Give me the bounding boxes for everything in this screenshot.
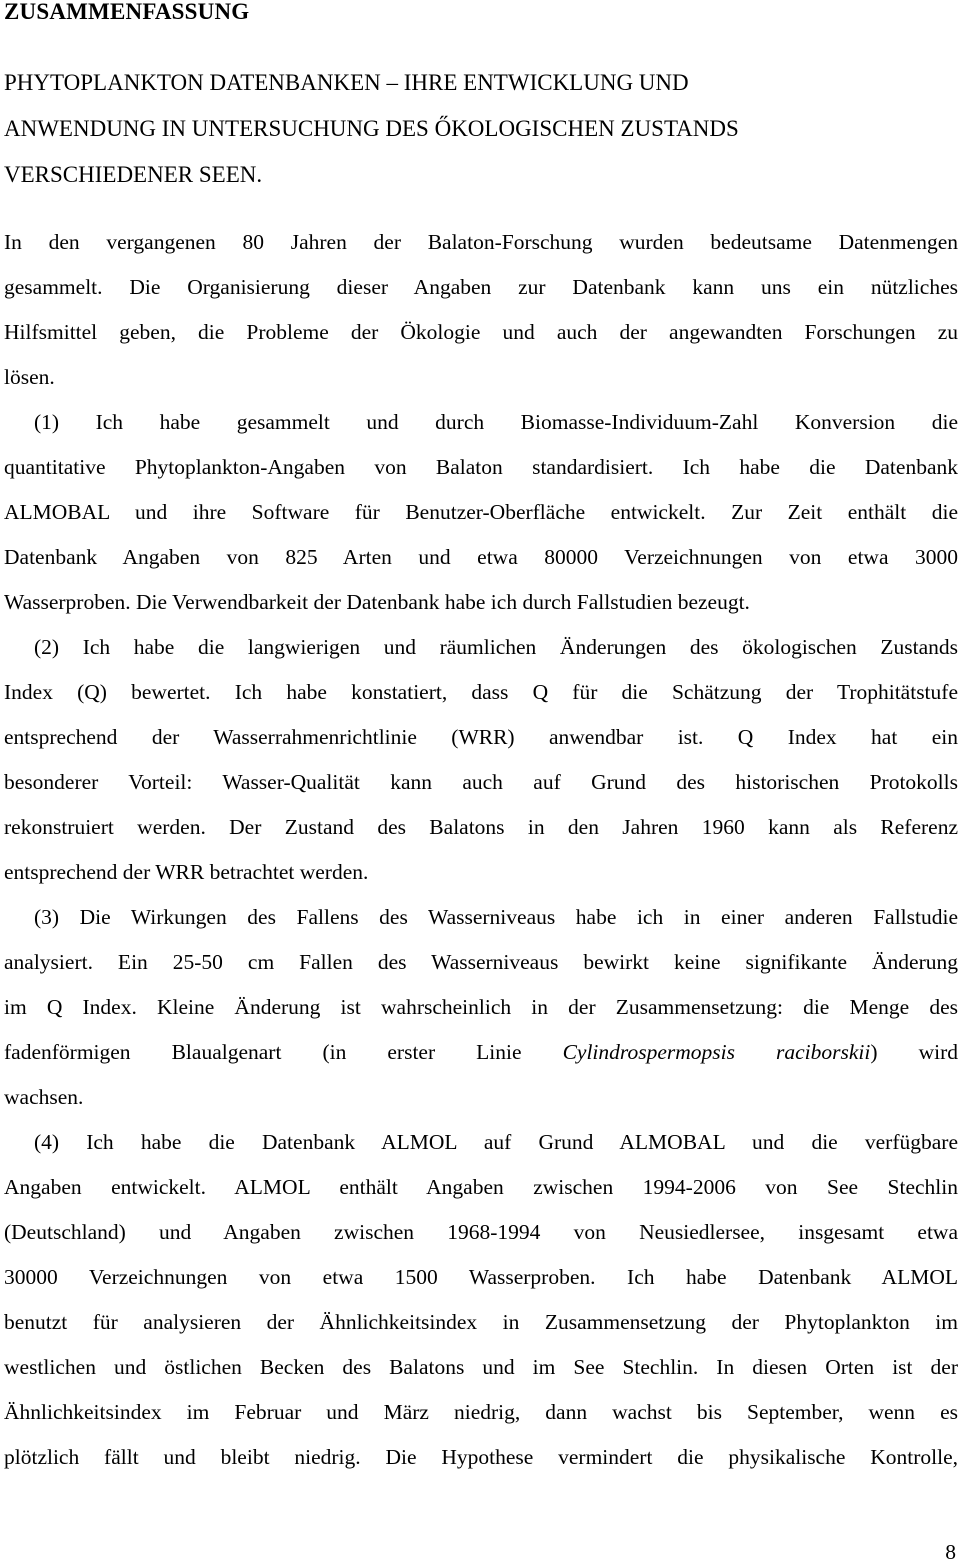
text-line: im Q Index. Kleine Änderung ist wahrscheinlich in der Zusammensetzung: die Menge des: [4, 995, 958, 1019]
text-line: Wasserproben. Die Verwendbarkeit der Datenbank habe ich durch Fallstudien bezeugt.: [4, 590, 750, 614]
text-line: lösen.: [4, 365, 55, 389]
title-line: PHYTOPLANKTON DATENBANKEN – IHRE ENTWICKLUNG UND: [4, 70, 689, 95]
text-line: rekonstruiert werden. Der Zustand des Balatons in den Jahren 1960 kann als Referenz: [4, 815, 958, 839]
text-segment: ) wird: [870, 1040, 958, 1064]
text-line: Datenbank Angaben von 825 Arten und etwa 80000 Verzeichnungen von etwa 3000: [4, 545, 958, 569]
text-line: Index (Q) bewertet. Ich habe konstatiert, dass Q für die Schätzung der Trophitätstufe: [4, 680, 958, 704]
title-line: VERSCHIEDENER SEEN.: [4, 162, 263, 187]
text-line: westlichen und östlichen Becken des Balatons und im See Stechlin. In diesen Orten ist der: [4, 1355, 958, 1379]
page-number: 8: [945, 1540, 956, 1564]
text-line: Angaben entwickelt. ALMOL enthält Angaben zwischen 1994-2006 von See Stechlin: [4, 1175, 958, 1199]
title-line: ANWENDUNG IN UNTERSUCHUNG DES ŐKOLOGISCHEN ZUSTANDS: [4, 116, 739, 141]
text-line: entsprechend der WRR betrachtet werden.: [4, 860, 369, 884]
text-line: Ähnlichkeitsindex im Februar und März niedrig, dann wachst bis September, wenn es: [4, 1400, 958, 1424]
text-line: besonderer Vorteil: Wasser-Qualität kann auch auf Grund des historischen Protokolls: [4, 770, 958, 794]
text-line: 30000 Verzeichnungen von etwa 1500 Wasserproben. Ich habe Datenbank ALMOL: [4, 1265, 958, 1289]
text-line: quantitative Phytoplankton-Angaben von Balaton standardisiert. Ich habe die Datenbank: [4, 455, 958, 479]
text-line: ALMOBAL und ihre Software für Benutzer-Oberfläche entwickelt. Zur Zeit enthält die: [4, 500, 958, 524]
text-line: gesammelt. Die Organisierung dieser Angaben zur Datenbank kann uns ein nützliches: [4, 275, 958, 299]
text-segment: fadenförmigen Blaualgenart (in erster Linie: [4, 1040, 522, 1064]
text-line: (4) Ich habe die Datenbank ALMOL auf Grund ALMOBAL und die verfügbare: [34, 1130, 958, 1154]
text-line: entsprechend der Wasserrahmenrichtlinie (WRR) anwendbar ist. Q Index hat ein: [4, 725, 958, 749]
section-heading: ZUSAMMENFASSUNG: [4, 0, 250, 24]
text-line: (2) Ich habe die langwierigen und räumlichen Änderungen des ökologischen Zustands: [34, 635, 958, 659]
text-line: benutzt für analysieren der Ähnlichkeitsindex in Zusammensetzung der Phytoplankton im: [4, 1310, 958, 1334]
text-line: In den vergangenen 80 Jahren der Balaton-Forschung wurden bedeutsame Datenmengen: [4, 230, 958, 254]
text-line: plötzlich fällt und bleibt niedrig. Die Hypothese vermindert die physikalische Kontrolle,: [4, 1445, 958, 1469]
text-line: (3) Die Wirkungen des Fallens des Wasserniveaus habe ich in einer anderen Fallstudie: [34, 905, 958, 929]
text-line: (Deutschland) und Angaben zwischen 1968-1994 von Neusiedlersee, insgesamt etwa: [4, 1220, 958, 1244]
document-title: [4, 60, 934, 198]
text-line: analysiert. Ein 25-50 cm Fallen des Wasserniveaus bewirkt keine signifikante Änderung: [4, 950, 958, 974]
text-line: (1) Ich habe gesammelt und durch Biomasse-Individuum-Zahl Konversion die: [34, 410, 958, 434]
species-name: Cylindrospermopsis raciborskii: [562, 1040, 871, 1064]
summary-body: [4, 220, 958, 1480]
text-line: wachsen.: [4, 1085, 84, 1109]
text-line-with-species: [4, 1030, 958, 1075]
text-line: Hilfsmittel geben, die Probleme der Ökologie und auch der angewandten Forschungen zu: [4, 320, 958, 344]
